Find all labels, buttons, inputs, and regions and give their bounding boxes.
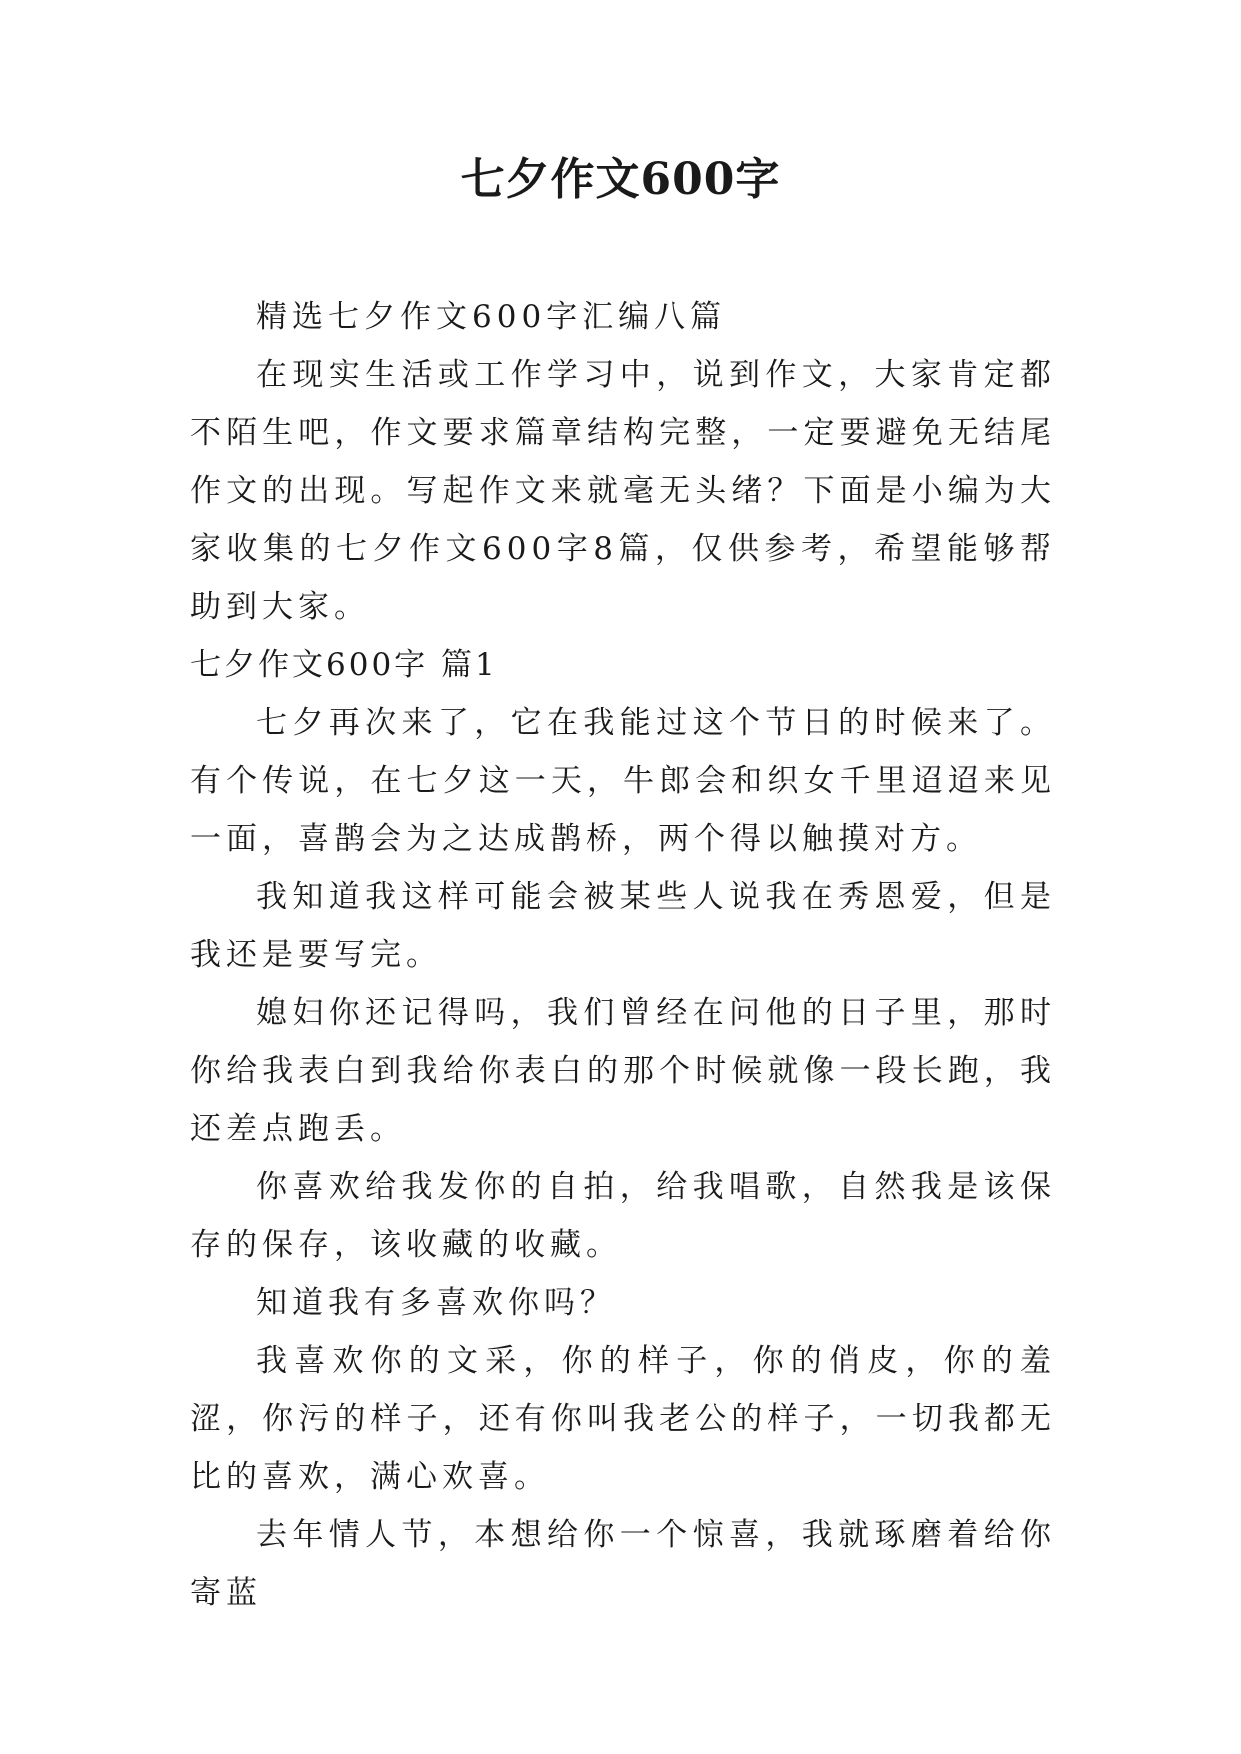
body-paragraph: 知道我有多喜欢你吗？: [256, 1285, 616, 1321]
body-paragraph: 去年情人节，本想给你一个惊喜，我就琢磨着给你寄蓝: [190, 1517, 1056, 1611]
intro-paragraph: 在现实生活或工作学习中，说到作文，大家肯定都不陌生吧，作文要求篇章结构完整，一定要避免无结尾作文的出现。写起作文来就毫无头绪？下面是小编为大家收集的七夕作文600字8篇，仅供参考，希望能够帮助到大家。: [190, 357, 1056, 625]
document-title: 七夕作文600字: [460, 154, 781, 205]
document-body: [190, 288, 1056, 1622]
body-paragraph: 你喜欢给我发你的自拍，给我唱歌，自然我是该保存的保存，该收藏的收藏。: [190, 1169, 1056, 1263]
body-paragraph: 媳妇你还记得吗，我们曾经在问他的日子里，那时你给我表白到我给你表白的那个时候就像一段长跑，我还差点跑丢。: [190, 995, 1056, 1147]
section-heading: 七夕作文600字 篇1: [190, 647, 498, 683]
body-paragraph: 我喜欢你的文采，你的样子，你的俏皮，你的羞涩，你污的样子，还有你叫我老公的样子，一切我都无比的喜欢，满心欢喜。: [190, 1343, 1056, 1495]
body-paragraph: 七夕再次来了，它在我能过这个节日的时候来了。有个传说，在七夕这一天，牛郎会和织女千里迢迢来见一面，喜鹊会为之达成鹊桥，两个得以触摸对方。: [190, 705, 1056, 857]
intro-subtitle: 精选七夕作文600字汇编八篇: [256, 299, 727, 335]
body-paragraph: 我知道我这样可能会被某些人说我在秀恩爱，但是我还是要写完。: [190, 879, 1056, 973]
